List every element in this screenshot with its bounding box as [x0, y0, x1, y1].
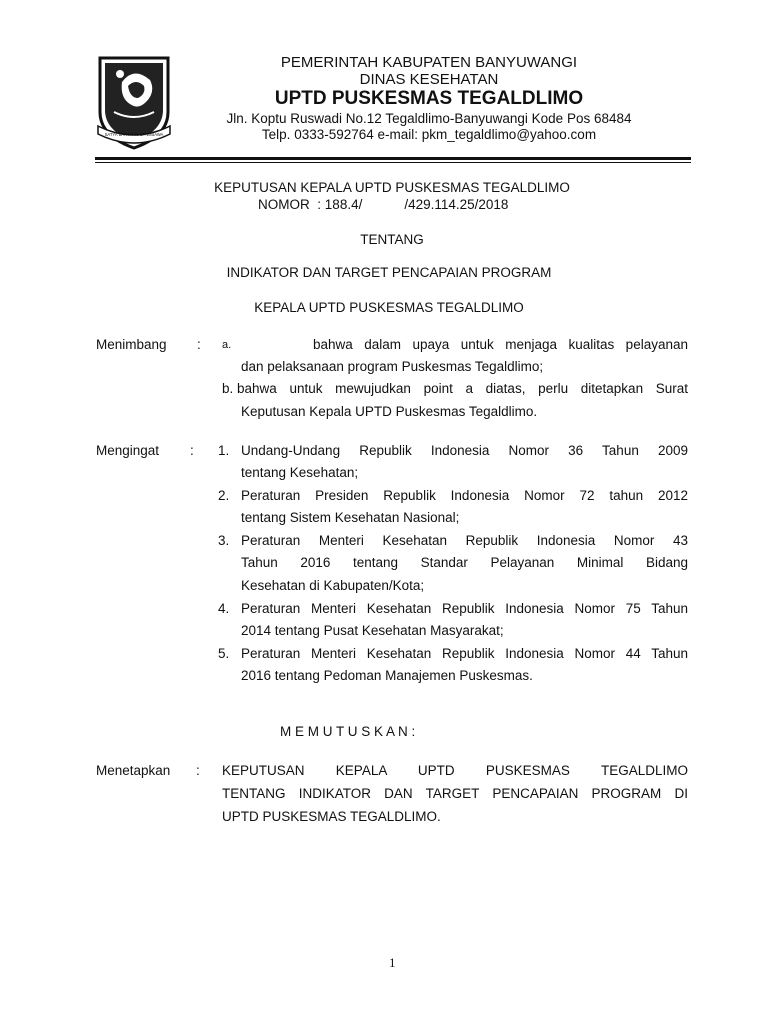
- menetapkan-line2: TENTANG INDIKATOR DAN TARGET PENCAPAIAN PROGRAM DI: [222, 786, 688, 801]
- mengingat-item-line: tentang Sistem Kesehatan Nasional;: [241, 510, 460, 525]
- mengingat-item-marker: 4.: [218, 601, 230, 616]
- mengingat-item-line: 2016 tentang Pedoman Manajemen Puskesmas.: [241, 668, 533, 683]
- mengingat-item-marker: 5.: [218, 646, 230, 661]
- menimbang-b-line1: bahwa untuk mewujudkan point a diatas, perlu ditetapkan Surat: [237, 381, 688, 396]
- mengingat-item-line: Kesehatan di Kabupaten/Kota;: [241, 578, 425, 593]
- menimbang-a-marker: a.: [222, 339, 232, 351]
- header-department-line: DINAS KESEHATAN: [359, 71, 499, 88]
- header-government-line: PEMERINTAH KABUPATEN BANYUWANGI: [280, 54, 578, 71]
- mengingat-colon: :: [190, 443, 194, 458]
- mengingat-item-marker: 2.: [218, 488, 230, 503]
- decree-number-part-a: 188.4/: [324, 197, 363, 212]
- mengingat-item-line: Peraturan Menteri Kesehatan Republik Indonesia Nomor 44 Tahun: [241, 646, 688, 661]
- mengingat-item-marker: 3.: [218, 533, 230, 548]
- header-contact: Telp. 0333-592764 e-mail: pkm_tegaldlimo@yahoo.com: [261, 127, 597, 142]
- decree-subject: INDIKATOR DAN TARGET PENCAPAIAN PROGRAM: [226, 265, 552, 280]
- menetapkan-colon: :: [196, 763, 200, 778]
- menetapkan-label: Menetapkan: [96, 763, 171, 778]
- mengingat-item-line: Peraturan Menteri Kesehatan Republik Indonesia Nomor 75 Tahun: [241, 601, 688, 616]
- menimbang-label: Menimbang: [96, 337, 167, 352]
- decree-number-label: NOMOR: [258, 197, 310, 212]
- menimbang-a-line2: dan pelaksanaan program Puskesmas Tegaldlimo;: [241, 359, 544, 374]
- decree-official: KEPALA UPTD PUSKESMAS TEGALDLIMO: [254, 300, 524, 315]
- header-address: Jln. Koptu Ruswadi No.12 Tegaldlimo-Banyuwangi Kode Pos 68484: [226, 111, 632, 126]
- mengingat-item-line: tentang Kesehatan;: [241, 465, 359, 480]
- logo-motto-text: SATYA BAKTI PRAJA WIBAWA: [104, 132, 164, 137]
- menimbang-b-marker: b.: [222, 381, 234, 396]
- mengingat-label: Mengingat: [96, 443, 160, 458]
- decree-number-part-b: /429.114.25/2018: [404, 197, 509, 212]
- decree-number-sep: :: [317, 197, 322, 212]
- menimbang-b-line2: Keputusan Kepala UPTD Puskesmas Tegaldlimo.: [241, 404, 538, 419]
- mengingat-item-line: Undang-Undang Republik Indonesia Nomor 36 Tahun 2009: [241, 443, 688, 458]
- page-number: 1: [389, 955, 396, 970]
- menetapkan-line3: UPTD PUSKESMAS TEGALDLIMO.: [222, 809, 441, 824]
- header-rule-thin: [95, 162, 691, 163]
- mengingat-item-marker: 1.: [218, 443, 230, 458]
- menimbang-colon: :: [197, 337, 201, 352]
- mengingat-item-line: 2014 tentang Pusat Kesehatan Masyarakat;: [241, 623, 504, 638]
- decree-about: TENTANG: [360, 232, 424, 247]
- menetapkan-line1: KEPUTUSAN KEPALA UPTD PUSKESMAS TEGALDLIMO: [222, 763, 688, 778]
- mengingat-item-line: Peraturan Presiden Republik Indonesia Nomor 72 tahun 2012: [241, 488, 688, 503]
- decree-number: [258, 197, 508, 212]
- regency-emblem-logo: [92, 52, 176, 150]
- mengingat-item-line: Tahun 2016 tentang Standar Pelayanan Minimal Bidang: [241, 555, 688, 570]
- decree-title: KEPUTUSAN KEPALA UPTD PUSKESMAS TEGALDLIMO: [214, 180, 570, 195]
- mengingat-item-line: Peraturan Menteri Kesehatan Republik Indonesia Nomor 43: [241, 533, 688, 548]
- header-title: UPTD PUSKESMAS TEGALDLIMO: [274, 88, 584, 109]
- menimbang-a-line1: bahwa dalam upaya untuk menjaga kualitas pelayanan: [313, 337, 688, 352]
- header-rule-thick: [95, 157, 691, 160]
- memutuskan-heading: M E M U T U S K A N :: [280, 724, 416, 739]
